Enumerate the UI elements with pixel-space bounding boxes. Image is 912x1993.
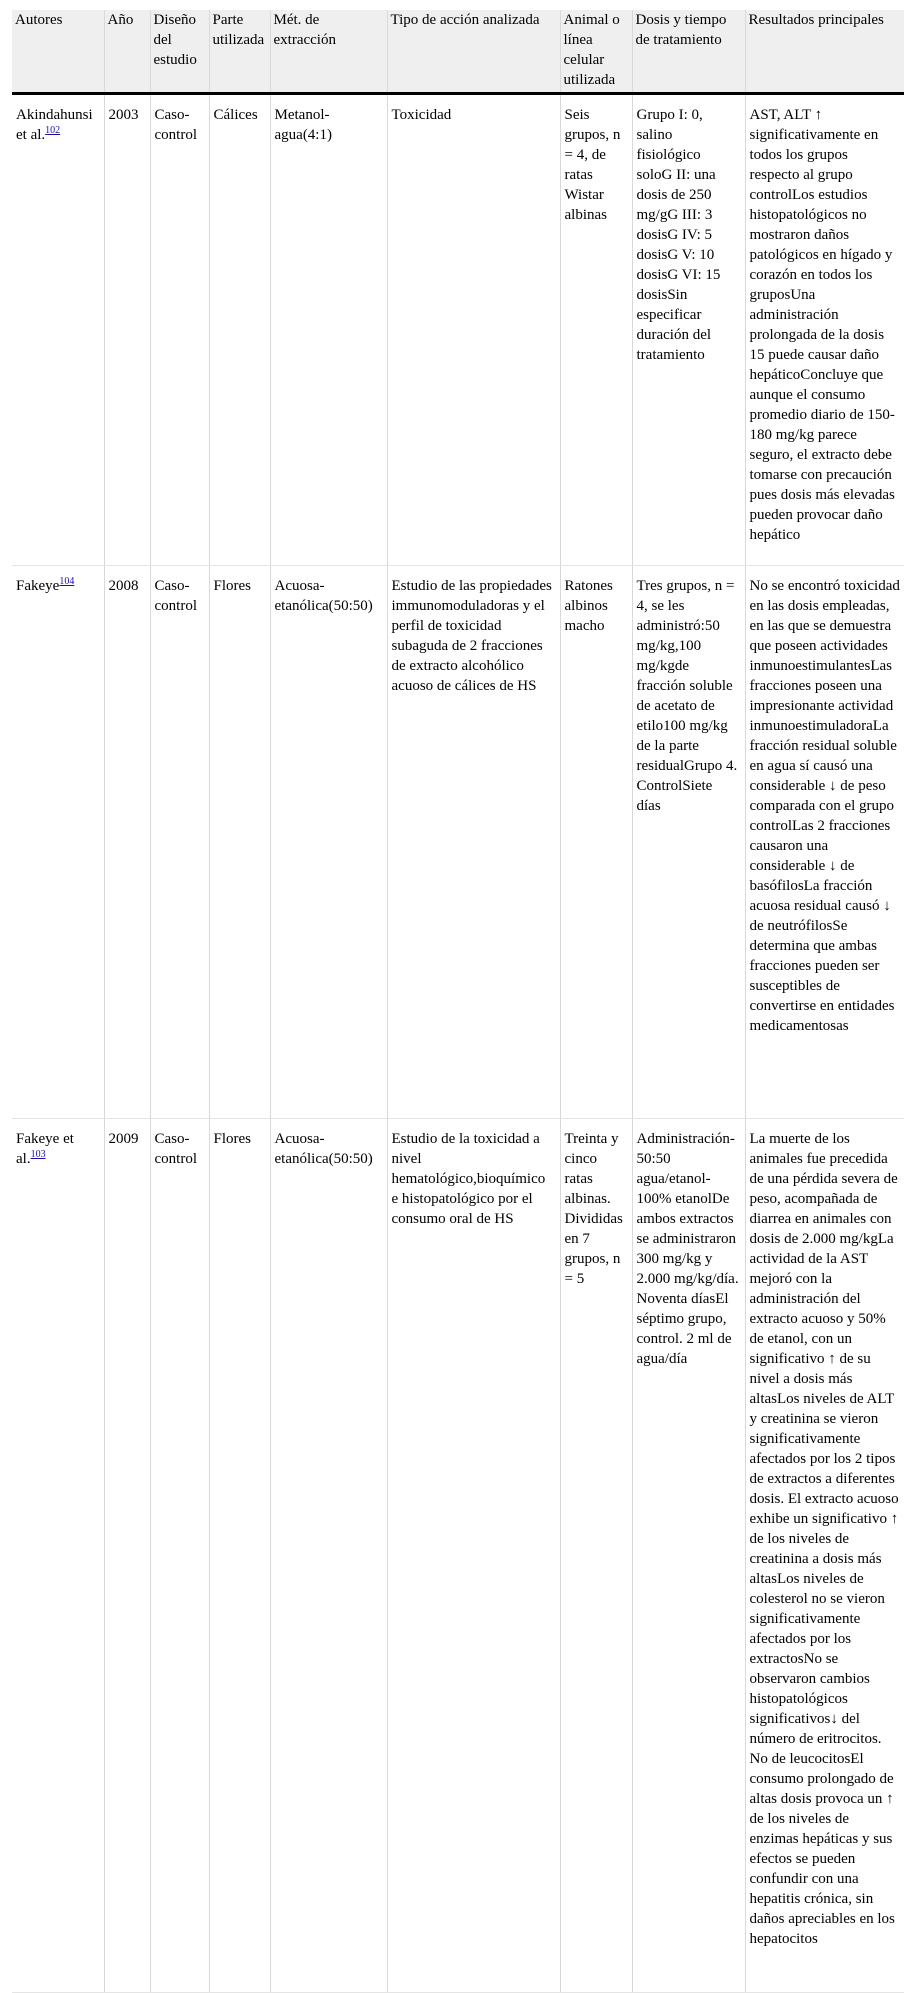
cell-metodo: Acuosa-etanólica(50:50)	[270, 1119, 387, 1993]
author-name: Fakeye et al.	[16, 1131, 74, 1167]
header-diseno: Diseño del estudio	[150, 10, 209, 94]
cell-ano: 2003	[104, 94, 150, 566]
cell-ano: 2009	[104, 1119, 150, 1993]
table-row	[12, 566, 904, 1119]
cell-parte: Flores	[209, 1119, 270, 1993]
table-row	[12, 94, 904, 566]
table-header	[12, 10, 904, 94]
cell-resultados: La muerte de los animales fue precedida de una pérdida severa de peso, acompañada de diarrea en animales con dosis de 2.000 mg/kgLa actividad de la AST mejoró con la administración del extracto acuoso y 50% de etanol, con un significativo ↑ de su nivel a dosis más altasLos niveles de ALT y creatinina se vieron significativamente afectados por los 2 tipos de extractos a diferentes dosis. El extracto acuoso exhibe un significativo ↑ de los niveles de creatinina a dosis más altasLos niveles de colesterol no se vieron significativamente afectados por los extractosNo se observaron cambios histopatológicos significativos↓ del número de eritrocitos. No de leucocitosEl consumo prolongado de altas dosis provoca un ↑ de los niveles de enzimas hepáticas y sus efectos se pueden confundir con una hepatitis crónica, sin daños apreciables en los hepatocitos	[745, 1119, 904, 1993]
cell-diseno: Caso-control	[150, 566, 209, 1119]
cell-animal: Seis grupos, n = 4, de ratas Wistar albinas	[560, 94, 632, 566]
cell-resultados: No se encontró toxicidad en las dosis empleadas, en las que se demuestra que poseen actividades inmunoestimulantesLas fracciones poseen una impresionante actividad inmunoestimuladoraLa fracción residual soluble en agua sí causó una considerable ↓ de peso comparada con el grupo controlLas 2 fracciones causaron una considerable ↓ de basófilosLa fracción acuosa residual causó ↓ de neutrófilosSe determina que ambas fracciones pueden ser susceptibles de convertirse en entidades medicamentosas	[745, 566, 904, 1119]
cell-tipo: Estudio de las propiedades immunomoduladoras y el perfil de toxicidad subaguda de 2 fracciones de extracto alcohólico acuoso de cálices de HS	[387, 566, 560, 1119]
header-resultados: Resultados principales	[745, 10, 904, 94]
cell-autores	[12, 1119, 104, 1993]
header-ano: Año	[104, 10, 150, 94]
cell-dosis: Tres grupos, n = 4, se les administró:50 mg/kg,100 mg/kgde fracción soluble de acetato de etilo100 mg/kg de la parte residualGrupo 4. ControlSiete días	[632, 566, 745, 1119]
cell-metodo: Acuosa-etanólica(50:50)	[270, 566, 387, 1119]
cell-animal: Ratones albinos macho	[560, 566, 632, 1119]
cell-parte: Flores	[209, 566, 270, 1119]
table-row	[12, 1119, 904, 1993]
cell-ano: 2008	[104, 566, 150, 1119]
table-body	[12, 94, 904, 1993]
cell-autores	[12, 566, 104, 1119]
cell-tipo: Toxicidad	[387, 94, 560, 566]
cell-diseno: Caso-control	[150, 1119, 209, 1993]
results-table	[12, 10, 904, 1993]
reference-link[interactable]: 103	[30, 1149, 46, 1160]
header-tipo: Tipo de acción analizada	[387, 10, 560, 94]
header-dosis: Dosis y tiempo de tratamiento	[632, 10, 745, 94]
header-row	[12, 10, 904, 94]
cell-autores	[12, 94, 104, 566]
table-container	[12, 10, 904, 1993]
cell-animal: Treinta y cinco ratas albinas. Divididas en 7 grupos, n = 5	[560, 1119, 632, 1993]
header-parte: Parte utilizada	[209, 10, 270, 94]
reference-link[interactable]: 102	[45, 125, 61, 136]
author-name: Fakeye	[16, 578, 60, 594]
cell-diseno: Caso-control	[150, 94, 209, 566]
header-autores: Autores	[12, 10, 104, 94]
cell-tipo: Estudio de la toxicidad a nivel hematológico,bioquímico e histopatológico por el consumo oral de HS	[387, 1119, 560, 1993]
cell-resultados: AST, ALT ↑ significativamente en todos los grupos respecto al grupo controlLos estudios histopatológicos no mostraron daños patológicos en hígado y corazón en todos los gruposUna administración prolongada de la dosis 15 puede causar daño hepáticoConcluye que aunque el consumo promedio diario de 150-180 mg/kg parece seguro, el extracto debe tomarse con precaución pues dosis más elevadas pueden provocar daño hepático	[745, 94, 904, 566]
cell-metodo: Metanol-agua(4:1)	[270, 94, 387, 566]
cell-dosis: Grupo I: 0, salino fisiológico soloG II: una dosis de 250 mg/gG III: 3 dosisG IV: 5 dosisG V: 10 dosisG VI: 15 dosisSin especificar duración del tratamiento	[632, 94, 745, 566]
header-animal: Animal o línea celular utilizada	[560, 10, 632, 94]
cell-parte: Cálices	[209, 94, 270, 566]
cell-dosis: Administración-50:50 agua/etanol-100% etanolDe ambos extractos se administraron 300 mg/kg y 2.000 mg/kg/día. Noventa díasEl séptimo grupo, control. 2 ml de agua/día	[632, 1119, 745, 1993]
author-name: Akindahunsi et al.	[16, 107, 93, 143]
reference-link[interactable]: 104	[59, 576, 75, 587]
header-metodo: Mét. de extracción	[270, 10, 387, 94]
